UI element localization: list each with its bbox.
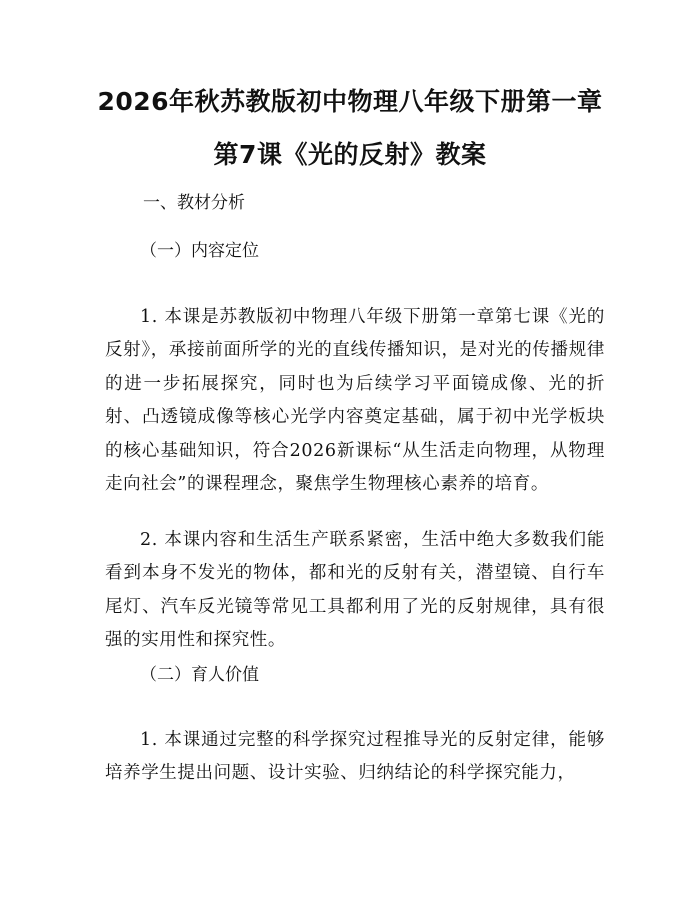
paragraph-content-positioning-1: 1. 本课是苏教版初中物理八年级下册第一章第七课《光的反射》，承接前面所学的光的直线传播知识，是对光的传播规律的进一步拓展探究，同时也为后续学习平面镜成像、光的折射、凸透镜成像等核心光学内容奠定基础，属于初中光学板块的核心基础知识，符合2026新课标“从生活走向物理，从物理走向社会”的课程理念，聚焦学生物理核心素养的培育。 <box>105 306 605 494</box>
document-title-line-2: 第7课《光的反射》教案 <box>213 140 487 169</box>
subsection-heading-educational-value: （二）育人价值 <box>140 665 259 685</box>
paragraph-educational-value-1: 1. 本课通过完整的科学探究过程推导光的反射定律，能够培养学生提出问题、设计实验、归纳结论的科学探究能力， <box>105 729 605 783</box>
subsection-heading-content-positioning: （一）内容定位 <box>140 241 259 261</box>
section-heading-teaching-material-analysis: 一、教材分析 <box>143 193 245 213</box>
paragraph-content-positioning-2: 2. 本课内容和生活生产联系紧密，生活中绝大多数我们能看到本身不发光的物体，都和光的反射有关，潜望镜、自行车尾灯、汽车反光镜等常见工具都利用了光的反射规律，具有很强的实用性和探究性。 <box>105 529 605 650</box>
document-title-line-1: 2026年秋苏教版初中物理八年级下册第一章 <box>97 87 603 116</box>
